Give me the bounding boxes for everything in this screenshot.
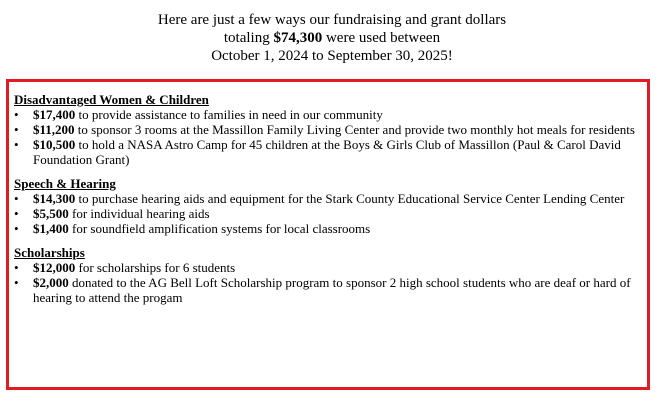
section-scholarships [14, 245, 644, 305]
item-list [14, 260, 644, 305]
list-item [14, 122, 644, 137]
list-item [14, 206, 644, 221]
item-text: for scholarships for 6 students [75, 260, 236, 275]
list-item [14, 221, 644, 236]
list-item [14, 137, 644, 167]
intro-line-3: October 1, 2024 to September 30, 2025! [211, 48, 453, 64]
item-amount: $17,400 [33, 107, 76, 122]
item-list [14, 191, 644, 236]
item-text: for individual hearing aids [68, 206, 210, 221]
item-text: to hold a NASA Astro Camp for 45 children at the Boys & Girls Club of Massillon (Paul & Carol David Foundation Grant) [33, 137, 621, 167]
list-item [14, 191, 644, 206]
item-amount: $10,500 [33, 137, 76, 152]
funding-list [14, 92, 644, 314]
list-item [14, 107, 644, 122]
intro-line-2-post: were used between [322, 30, 441, 46]
intro-line-1: Here are just a few ways our fundraising and grant dollars [157, 12, 507, 28]
item-amount: $5,500 [33, 206, 69, 221]
item-text: to purchase hearing aids and equipment for the Stark County Educational Service Center Lending Center [75, 191, 625, 206]
item-text: donated to the AG Bell Loft Scholarship program to sponsor 2 high school students who are deaf or hard of hearing to attend the progam [33, 275, 631, 305]
section-heading: Speech & Hearing [14, 176, 116, 191]
intro-text [0, 11, 664, 65]
section-heading: Scholarships [14, 245, 85, 260]
item-amount: $2,000 [33, 275, 69, 290]
section-women-children [14, 92, 644, 167]
intro-line-2-pre: totaling [223, 30, 274, 46]
intro-line-2 [0, 29, 664, 47]
item-amount: $12,000 [33, 260, 76, 275]
list-item [14, 260, 644, 275]
item-text: to sponsor 3 rooms at the Massillon Family Living Center and provide two monthly hot meals for residents [74, 122, 635, 137]
item-list [14, 107, 644, 167]
item-amount: $14,300 [33, 191, 76, 206]
total-amount: $74,300 [273, 30, 323, 46]
section-heading: Disadvantaged Women & Children [14, 92, 209, 107]
section-speech-hearing [14, 176, 644, 236]
item-text: to provide assistance to families in need in our community [75, 107, 383, 122]
item-amount: $11,200 [33, 122, 75, 137]
item-text: for soundfield amplification systems for local classrooms [68, 221, 371, 236]
item-amount: $1,400 [33, 221, 69, 236]
list-item [14, 275, 644, 305]
